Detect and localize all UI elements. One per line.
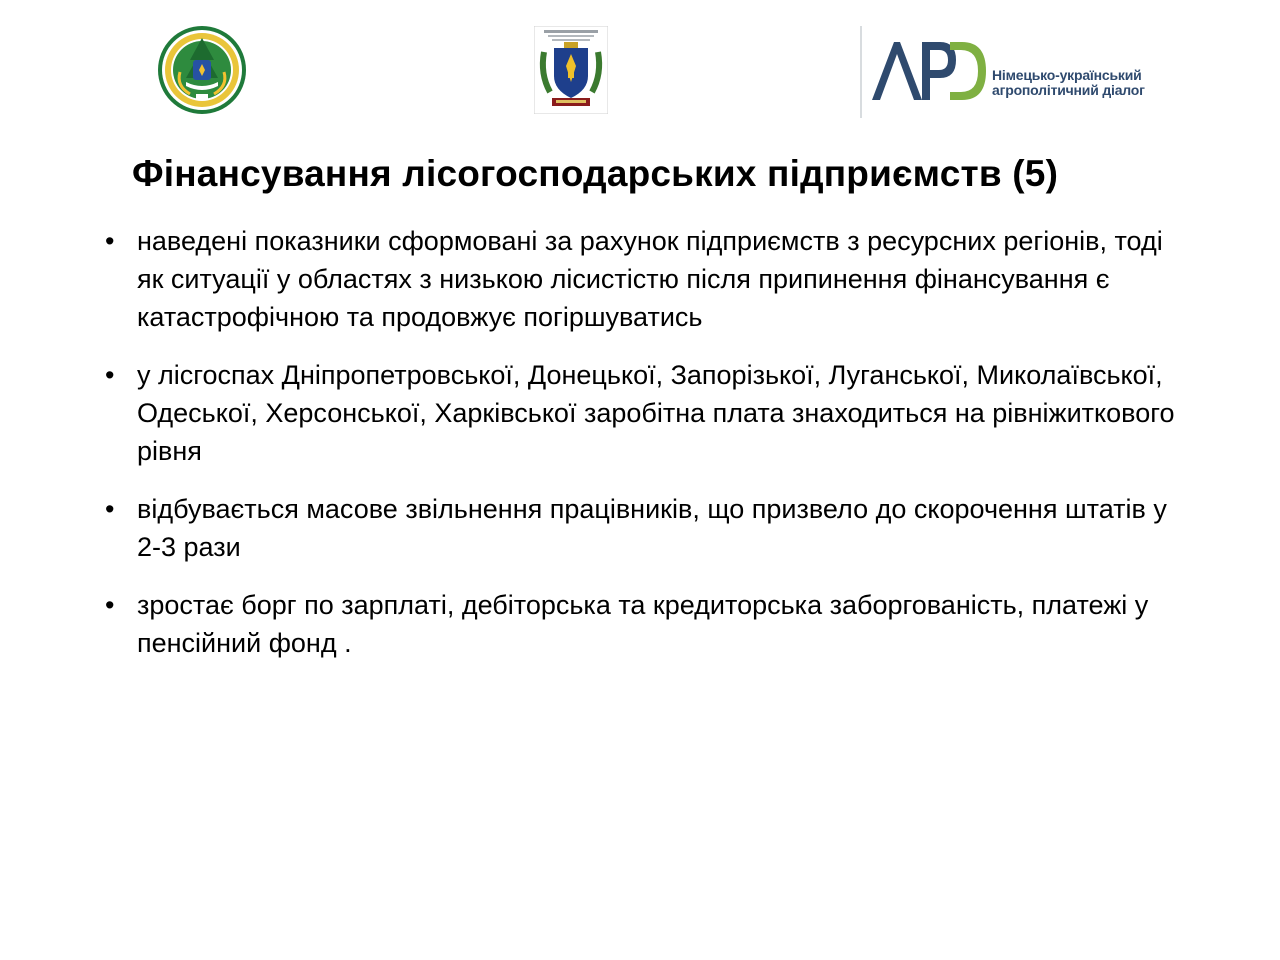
coat-of-arms-icon (534, 26, 608, 114)
bullet-text: зростає борг по зарплаті, дебіторська та кредиторська заборгованість, платежі у пенсійний фонд . (137, 590, 1149, 658)
bullet-item (100, 490, 1177, 566)
bullet-item (100, 356, 1177, 470)
bullet-item (100, 586, 1177, 662)
bullet-text: наведені показники сформовані за рахунок підприємств з ресурсних регіонів, тоді як ситуації у областях з низькою лісистістю після припинення фінансування є катастрофічною та продовжує погіршуватись (137, 226, 1163, 332)
bullet-list (100, 222, 1180, 682)
bullet-marker: • (105, 226, 115, 256)
apd-caption-line-2: агрополітичний діалог (992, 82, 1145, 98)
bullet-text: у лісгоспах Дніпропетровської, Донецької, Запорізької, Луганської, Миколаївської, Одеської, Херсонської, Харківської заробітна плата знаходиться на рівніжиткового рівня (137, 360, 1175, 466)
apd-caption (992, 68, 1145, 98)
bullet-marker: • (105, 590, 115, 620)
bullet-marker: • (105, 494, 115, 524)
bullet-text: відбувається масове звільнення працівників, що призвело до скорочення штатів у 2-3 рази (137, 494, 1167, 562)
bullet-marker: • (105, 360, 115, 390)
logo-divider (860, 26, 862, 118)
apd-logo (860, 26, 1160, 118)
slide-title: Фінансування лісогосподарських підприємств (5) (132, 153, 1059, 194)
apd-logo-icon (870, 38, 988, 102)
bullet-item (100, 222, 1177, 336)
apd-caption-line-1: Німецько-український (992, 67, 1142, 83)
university-emblem-icon (156, 24, 248, 116)
